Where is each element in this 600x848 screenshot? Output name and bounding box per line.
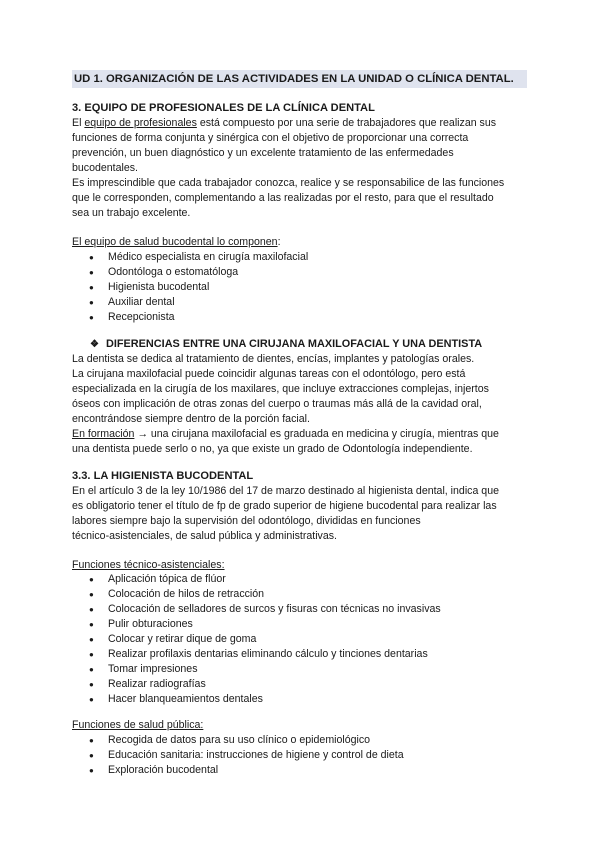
- team-label: [72, 235, 527, 250]
- list-item: [72, 250, 308, 265]
- bullet-icon: ●: [89, 620, 94, 629]
- list-item-text: Educación sanitaria: instrucciones de higiene y control de dieta: [108, 749, 404, 761]
- list-item-text: Recogida de datos para su uso clínico o epidemiológico: [108, 734, 371, 746]
- list-item-text: Realizar radiografías: [108, 678, 206, 690]
- diamond-bullet-icon: ❖: [90, 339, 99, 350]
- tech-functions-list: [72, 572, 441, 707]
- bullet-icon: ●: [89, 635, 94, 644]
- intro-line-3: prevención, un buen diagnóstico y un excelente tratamiento de las enfermedades: [72, 147, 454, 159]
- list-item-text: Auxiliar dental: [108, 296, 175, 308]
- equipo-profesionales-term: equipo de profesionales: [84, 117, 197, 129]
- differences-line: La cirujana maxilofacial puede coincidir algunas tareas con el odontólogo, pero está: [72, 368, 466, 380]
- list-item: [72, 587, 441, 602]
- hygienist-line: es obligatorio tener el título de fp de grado superior de higiene bucodental para realizar las: [72, 500, 497, 512]
- list-item-text: Odontóloga o estomatóloga: [108, 266, 239, 278]
- list-item-text: Realizar profilaxis dentarias eliminando cálculo y tinciones dentarias: [108, 648, 428, 660]
- list-item: [72, 602, 441, 617]
- document-title: UD 1. ORGANIZACIÓN DE LAS ACTIVIDADES EN LA UNIDAD O CLÍNICA DENTAL.: [72, 70, 527, 88]
- team-label-colon: :: [277, 236, 281, 248]
- bullet-icon: ●: [89, 680, 94, 689]
- bullet-icon: ●: [89, 253, 94, 262]
- list-item: [72, 310, 308, 325]
- bullet-icon: ●: [89, 736, 94, 745]
- list-item: [72, 692, 441, 707]
- list-item-text: Médico especialista en cirugía maxilofacial: [108, 251, 309, 263]
- differences-line: óseos con implicación de otras zonas del cuerpo o traumas más allá de la cavidad oral,: [72, 398, 482, 410]
- list-item: [72, 677, 441, 692]
- list-item-text: Tomar impresiones: [108, 663, 198, 675]
- list-item-text: Recepcionista: [108, 311, 175, 323]
- team-label-text: El equipo de salud bucodental lo componen: [72, 236, 278, 248]
- differences-heading: [90, 337, 483, 352]
- intro-line-1: [72, 116, 527, 131]
- list-item-text: Aplicación tópica de flúor: [108, 573, 226, 585]
- intro-line-4: bucodentales.: [72, 162, 138, 174]
- list-item-text: Exploración bucodental: [108, 764, 219, 776]
- bullet-icon: ●: [89, 268, 94, 277]
- differences-line: La dentista se dedica al tratamiento de dientes, encías, implantes y patologías orales.: [72, 353, 475, 365]
- bullet-icon: ●: [89, 695, 94, 704]
- bullet-icon: ●: [89, 751, 94, 760]
- intro-prefix: El: [72, 117, 85, 129]
- hygienist-line: técnico-asistenciales, de salud pública y administrativas.: [72, 530, 337, 542]
- intro-line-1-rest: está compuesto por una serie de trabajadores que realizan sus: [196, 117, 497, 129]
- bullet-icon: ●: [89, 283, 94, 292]
- hygienist-line: labores siempre bajo la supervisión del odontólogo, divididas en funciones: [72, 515, 421, 527]
- public-health-functions-list: [72, 733, 404, 778]
- list-item-text: Colocación de hilos de retracción: [108, 588, 265, 600]
- bullet-icon: ●: [89, 590, 94, 599]
- differences-line: especializada en la cirugía de los maxilares, que incluye extracciones complejas, injertos: [72, 383, 489, 395]
- list-item-text: Colocar y retirar dique de goma: [108, 633, 257, 645]
- section-3-3-heading: 3.3. LA HIGIENISTA BUCODENTAL: [72, 470, 254, 482]
- section-3-3-paragraph: [72, 484, 527, 544]
- responsibility-line-3: sea un trabajo excelente.: [72, 207, 191, 219]
- section-3-heading: 3. EQUIPO DE PROFESIONALES DE LA CLÍNICA DENTAL: [72, 102, 375, 114]
- formation-line-1-rest: → una cirujana maxilofacial es graduada en medicina y cirugía, mientras que: [134, 428, 499, 440]
- formation-line-1: [72, 427, 527, 442]
- list-item: [72, 632, 441, 647]
- bullet-icon: ●: [89, 605, 94, 614]
- list-item-text: Higienista bucodental: [108, 281, 210, 293]
- formation-label: En formación: [72, 428, 135, 440]
- list-item: [72, 295, 308, 310]
- list-item-text: Colocación de selladores de surcos y fisuras con técnicas no invasivas: [108, 603, 441, 615]
- bullet-icon: ●: [89, 575, 94, 584]
- list-item: [72, 265, 308, 280]
- bullet-icon: ●: [89, 313, 94, 322]
- list-item-text: Pulir obturaciones: [108, 618, 193, 630]
- list-item: [72, 647, 441, 662]
- differences-line: encontrándose siempre dentro de la porción facial.: [72, 413, 310, 425]
- list-item: [72, 748, 404, 763]
- list-item: [72, 763, 404, 778]
- section-3-intro-paragraph: [72, 116, 527, 221]
- formation-line-2: una dentista puede serlo o no, ya que existe un grado de Odontología independiente.: [72, 443, 473, 455]
- differences-heading-text: DIFERENCIAS ENTRE UNA CIRUJANA MAXILOFACIAL Y UNA DENTISTA: [106, 338, 483, 350]
- bullet-icon: ●: [89, 650, 94, 659]
- list-item: [72, 733, 404, 748]
- list-item: [72, 662, 441, 677]
- bullet-icon: ●: [89, 298, 94, 307]
- list-item: [72, 572, 441, 587]
- responsibility-line-1: Es imprescindible que cada trabajador conozca, realice y se responsabilice de las funciones: [72, 177, 505, 189]
- team-list: [72, 250, 308, 325]
- hygienist-line: En el artículo 3 de la ley 10/1986 del 17 de marzo destinado al higienista dental, indica que: [72, 485, 499, 497]
- public-health-functions-label: Funciones de salud pública:: [72, 719, 204, 731]
- bullet-icon: ●: [89, 665, 94, 674]
- differences-paragraph: [72, 352, 527, 457]
- list-item: [72, 280, 308, 295]
- tech-functions-label: Funciones técnico-asistenciales:: [72, 559, 225, 571]
- responsibility-line-2: que le corresponden, complementando a las realizadas por el resto, para que el resultado: [72, 192, 494, 204]
- intro-line-2: funciones de forma conjunta y sinérgica con el objetivo de proporcionar una correcta: [72, 132, 469, 144]
- list-item: [72, 617, 441, 632]
- bullet-icon: ●: [89, 766, 94, 775]
- list-item-text: Hacer blanqueamientos dentales: [108, 693, 263, 705]
